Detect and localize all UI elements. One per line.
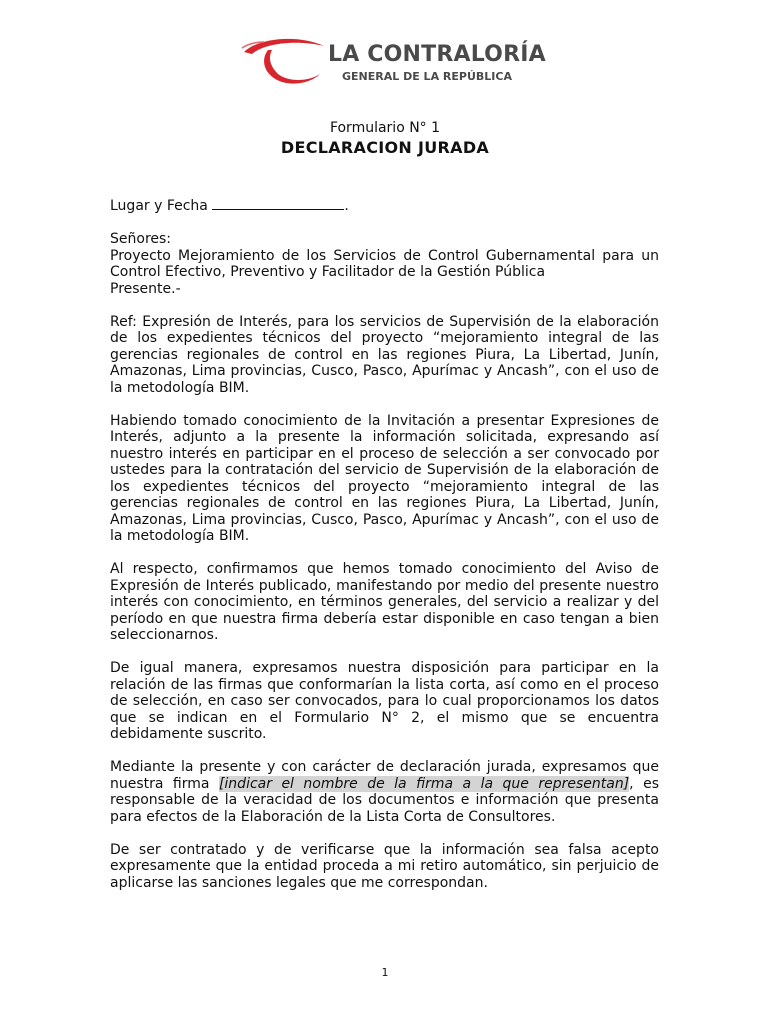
salutation: Señores: [110,231,172,247]
place-date-suffix: . [344,198,349,214]
form-number: Formulario N° 1 [329,120,441,136]
addressee-line2: Presente.- [110,280,181,297]
document-title: DECLARACION JURADA [280,138,490,157]
logo-name-line2: GENERAL DE LA REPÚBLICA [342,70,512,83]
logo-name-line1: LA CONTRALORÍA [328,42,546,67]
addressee-line1: Proyecto Mejoramiento de los Servicios de Control Gubernamental para un Control Efectivo, Preventivo y Facilitador de la Gestión Pública [110,247,659,280]
paragraph-4 [110,759,659,825]
paragraph-4-after: , es responsable de la veracidad de los documentos e información que presenta para efectos de la Elaboración de la Lista Corta de Consultores. [110,775,659,825]
page-number: 1 [381,966,389,979]
place-date-label: Lugar y Fecha [110,198,208,214]
contraloria-logo [238,30,546,92]
place-date-line [110,198,659,215]
paragraph-5: De ser contratado y de verificarse que la información sea falsa acepto expresamente que la entidad proceda a mi retiro automático, sin perjuicio de aplicarse las sanciones legales que me correspondan. [110,841,659,891]
document-body [110,198,659,908]
addressee-block [110,231,659,297]
paragraph-1: Habiendo tomado conocimiento de la Invitación a presentar Expresiones de Interés, adjunto a la presente la información solicitada, expresando así nuestro interés en participar en el proceso de selección a ser convocado por ustedes para la contratación del servicio de Supervisión de la elaboración de los expedientes técnicos del proyecto “mejoramiento integral de las gerencias regionales de control en las regiones Piura, La Libertad, Junín, Amazonas, Lima provincias, Cusco, Pasco, Apurímac y Ancash”, con el uso de la metodología BIM. [110,412,659,544]
paragraph-4-before: Mediante la presente y con carácter de declaración jurada, expresamos que nuestra firma [110,759,659,792]
firm-name-placeholder: [indicar el nombre de la firma a la que representan] [218,775,630,792]
paragraph-3: De igual manera, expresamos nuestra disposición para participar en la relación de las firmas que conformarían la lista corta, así como en el proceso de selección, en caso ser convocados, para lo cual proporcionamos los datos que se indican en el Formulario N° 2, el mismo que se encuentra debidamente suscrito. [110,660,659,742]
logo-swoosh-icon [238,30,328,92]
paragraph-2: Al respecto, confirmamos que hemos tomado conocimiento del Aviso de Expresión de Interés publicado, manifestando por medio del presente nuestro interés con conocimiento, en términos generales, del servicio a realizar y del período en que nuestra firma debería estar disponible en caso tengan a bien seleccionarnos. [110,561,659,643]
place-date-blank [212,198,344,210]
reference-paragraph: Ref: Expresión de Interés, para los servicios de Supervisión de la elaboración de los expedientes técnicos del proyecto “mejoramiento integral de las gerencias regionales de control en las regiones Piura, La Libertad, Junín, Amazonas, Lima provincias, Cusco, Pasco, Apurímac y Ancash”, con el uso de la metodología BIM. [110,313,659,396]
